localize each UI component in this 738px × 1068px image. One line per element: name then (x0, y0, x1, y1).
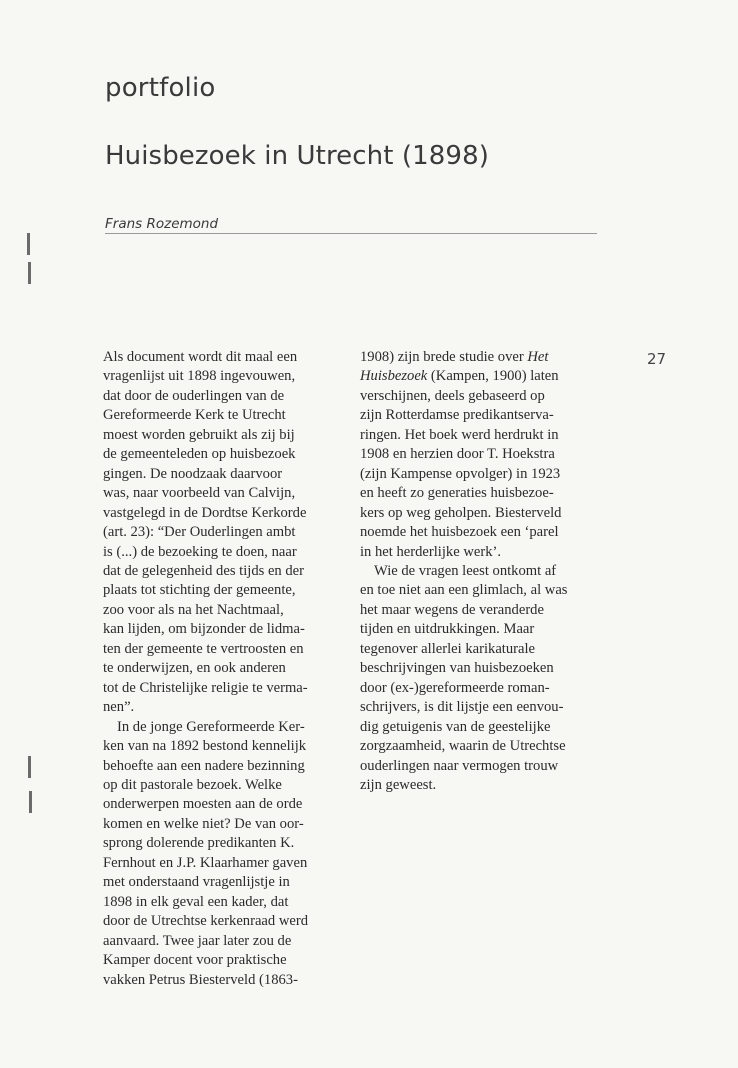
text-line (103, 815, 343, 834)
text-line (360, 581, 600, 600)
text-line (103, 562, 343, 581)
text-line (103, 951, 343, 970)
body-column-right (360, 348, 600, 795)
text-line (103, 718, 343, 737)
title-rule (105, 233, 597, 234)
text-run: onderwerpen moesten aan de orde (103, 796, 303, 813)
text-run: plaats tot stichting der gemeente, (103, 582, 296, 599)
binding-mark-top-1 (27, 233, 30, 255)
text-run: ouderlingen naar vermogen trouw (360, 757, 559, 774)
text-line (360, 640, 600, 659)
text-run: door (ex-)gereformeerde roman- (360, 679, 550, 696)
text-run: sprong dolerende predikanten K. (103, 835, 295, 852)
text-line (103, 620, 343, 639)
text-line (360, 445, 600, 464)
text-run: was, naar voorbeeld van Calvijn, (103, 485, 296, 502)
text-run: zoo voor als na het Nachtmaal, (103, 601, 284, 618)
text-line (103, 776, 343, 795)
text-run: in het herderlijke werk’. (360, 543, 502, 560)
text-run: vragenlijst uit 1898 ingevouwen, (103, 368, 296, 385)
text-line (103, 893, 343, 912)
text-line (360, 698, 600, 717)
text-run: dat de gelegenheid des tijds en der (103, 562, 304, 579)
text-line (103, 679, 343, 698)
text-run: (art. 23): “Der Ouderlingen ambt (103, 524, 296, 541)
text-line (103, 834, 343, 853)
text-line (103, 757, 343, 776)
text-line (103, 854, 343, 873)
text-run: tot de Christelijke religie te verma- (103, 679, 308, 696)
text-line (360, 465, 600, 484)
text-line (103, 659, 343, 678)
text-run: dat door de ouderlingen van de (103, 387, 285, 404)
text-run: verschijnen, deels gebaseerd op (360, 387, 545, 404)
text-run: 1908 en herzien door T. Hoekstra (360, 446, 555, 463)
text-line (360, 426, 600, 445)
text-run: (Kampen, 1900) laten (427, 368, 559, 385)
text-run: 1898 in elk geval een kader, dat (103, 893, 289, 910)
text-line (103, 426, 343, 445)
text-run: Gereformeerde Kerk te Utrecht (103, 407, 286, 424)
text-line (103, 932, 343, 951)
text-run: moest worden gebruikt als zij bij (103, 426, 295, 443)
text-line (360, 757, 600, 776)
text-run: Fernhout en J.P. Klaarhamer gaven (103, 854, 308, 871)
text-run: kers op weg geholpen. Biesterveld (360, 504, 562, 521)
text-line (360, 523, 600, 542)
text-run: ken van na 1892 bestond kennelijk (103, 738, 307, 755)
text-line (360, 562, 600, 581)
text-run: en heeft zo generaties huisbezoe- (360, 485, 554, 502)
text-run: tegenover allerlei karikaturale (360, 640, 536, 657)
text-run: schrijvers, is dit lijstje een eenvou- (360, 699, 564, 716)
text-run: zorgzaamheid, waarin de Utrechtse (360, 738, 566, 755)
text-run: door de Utrechtse kerkenraad werd (103, 913, 309, 930)
author-name: Frans Rozemond (105, 216, 219, 232)
text-line (360, 504, 600, 523)
text-line (360, 367, 600, 386)
text-line (360, 737, 600, 756)
text-line (360, 776, 600, 795)
text-line (103, 484, 343, 503)
text-run: zijn geweest. (360, 776, 437, 793)
text-line (103, 795, 343, 814)
text-run: op dit pastorale bezoek. Welke (103, 776, 282, 793)
italic-title: Huisbezoek (360, 368, 428, 385)
binding-mark-top-2 (28, 262, 31, 284)
text-run: Wie de vragen leest ontkomt af (374, 562, 557, 579)
section-label: portfolio (105, 73, 216, 103)
text-run: behoefte aan een nadere bezinning (103, 757, 305, 774)
text-run: tijden en uitdrukkingen. Maar (360, 621, 535, 638)
text-line (103, 523, 343, 542)
text-line (103, 445, 343, 464)
text-run: noemde het huisbezoek een ‘parel (360, 524, 559, 541)
page-number: 27 (647, 350, 667, 368)
text-line (360, 484, 600, 503)
text-line (360, 679, 600, 698)
text-line (103, 465, 343, 484)
text-run: en toe niet aan een glimlach, al was (360, 582, 568, 599)
text-run: aanvaard. Twee jaar later zou de (103, 932, 292, 949)
text-line (360, 543, 600, 562)
text-line (103, 737, 343, 756)
body-column-left (103, 348, 343, 990)
article-title: Huisbezoek in Utrecht (1898) (105, 141, 489, 171)
text-line (103, 873, 343, 892)
binding-mark-bottom-2 (29, 791, 32, 813)
text-run: te onderwijzen, en ook anderen (103, 660, 286, 677)
text-line (103, 601, 343, 620)
text-line (103, 581, 343, 600)
text-run: vastgelegd in de Dordtse Kerkorde (103, 504, 307, 521)
text-line (360, 348, 600, 367)
text-line (103, 640, 343, 659)
text-line (103, 912, 343, 931)
italic-title: Het (527, 349, 549, 365)
text-line (103, 504, 343, 523)
text-run: met onderstaand vragenlijstje in (103, 874, 290, 891)
text-line (360, 387, 600, 406)
text-line (103, 543, 343, 562)
text-line (360, 601, 600, 620)
text-line (360, 659, 600, 678)
text-line (360, 620, 600, 639)
text-run: Als document wordt dit maal een (103, 349, 298, 365)
text-run: (zijn Kampense opvolger) in 1923 (360, 465, 561, 482)
text-line (103, 367, 343, 386)
text-line (360, 718, 600, 737)
text-line (103, 348, 343, 367)
text-run: gingen. De noodzaak daarvoor (103, 465, 283, 482)
text-run: Kamper docent voor praktische (103, 952, 287, 969)
binding-mark-bottom-1 (28, 756, 31, 778)
text-run: ten der gemeente te vertroosten en (103, 640, 304, 657)
text-run: komen en welke niet? De van oor- (103, 815, 304, 832)
text-run: kan lijden, om bijzonder de lidma- (103, 621, 305, 638)
text-run: is (...) de bezoeking te doen, naar (103, 543, 297, 560)
text-run: dig getuigenis van de geestelijke (360, 718, 551, 735)
text-run: vakken Petrus Biesterveld (1863- (103, 971, 298, 988)
text-run: 1908) zijn brede studie over (360, 349, 528, 365)
text-line (103, 698, 343, 717)
text-run: zijn Rotterdamse predikantserva- (360, 407, 554, 424)
text-run: beschrijvingen van huisbezoeken (360, 660, 554, 677)
text-line (103, 971, 343, 990)
text-run: In de jonge Gereformeerde Ker- (117, 718, 305, 735)
text-run: het maar wegens de veranderde (360, 601, 544, 618)
text-line (103, 387, 343, 406)
text-run: nen”. (103, 699, 135, 716)
text-line (360, 406, 600, 425)
text-line (103, 406, 343, 425)
text-run: de gemeenteleden op huisbezoek (103, 446, 296, 463)
text-run: ringen. Het boek werd herdrukt in (360, 426, 559, 443)
